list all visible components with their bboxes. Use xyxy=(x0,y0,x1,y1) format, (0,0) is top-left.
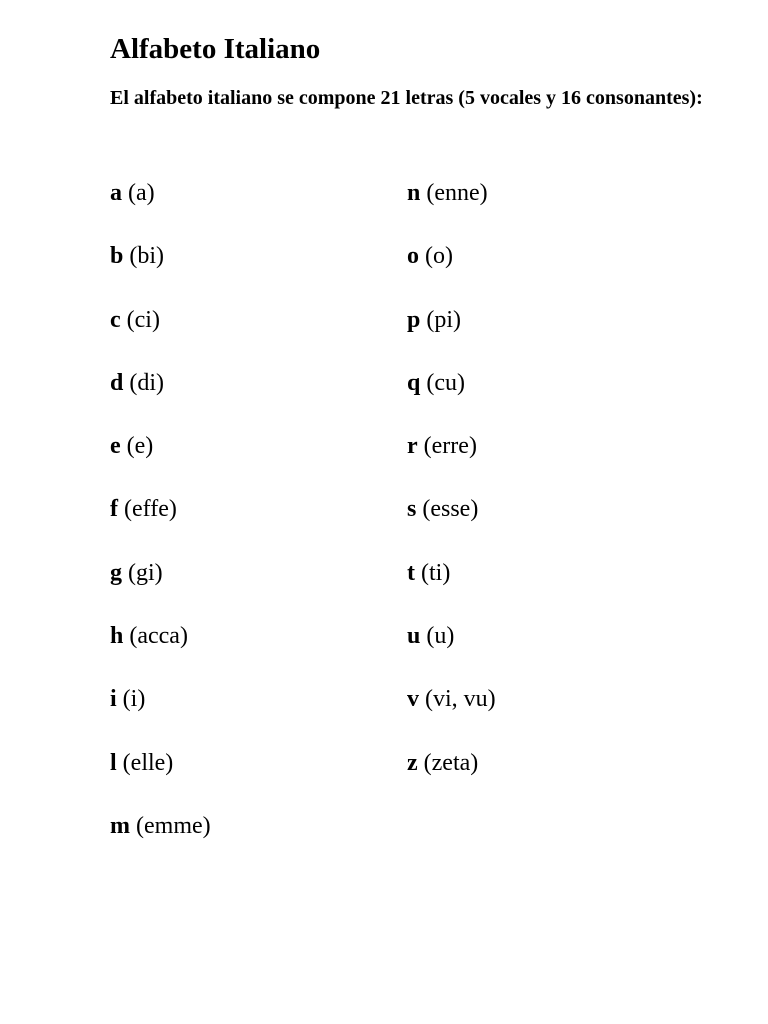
letter-entry xyxy=(407,428,496,491)
letter-entry xyxy=(110,365,211,428)
letter-name: (effe) xyxy=(124,496,177,523)
letter: r xyxy=(407,433,418,460)
letter-name: (gi) xyxy=(128,559,163,586)
letter-entry xyxy=(110,808,211,871)
intro-paragraph: El alfabeto italiano se compone 21 letras (5 vocales y 16 consonantes): xyxy=(110,87,703,109)
letter: u xyxy=(407,623,421,650)
letter-name: (vi, vu) xyxy=(425,686,496,713)
letter-entry xyxy=(407,175,496,238)
letter-name: (zeta) xyxy=(423,749,479,776)
page-title: Alfabeto Italiano xyxy=(110,33,321,65)
letter: q xyxy=(407,369,421,396)
letters-column-left xyxy=(110,175,211,871)
letter-entry xyxy=(110,681,211,744)
letter-entry xyxy=(407,491,496,554)
letter: p xyxy=(407,306,421,333)
letter-name: (emme) xyxy=(136,812,211,839)
letter-entry xyxy=(110,491,211,554)
letter: b xyxy=(110,243,124,270)
letter-name: (ti) xyxy=(421,559,451,586)
letter-entry xyxy=(407,302,496,365)
letter-entry xyxy=(110,745,211,808)
letter-name: (elle) xyxy=(122,749,174,776)
letter-name: (e) xyxy=(126,433,154,460)
letter-entry xyxy=(110,238,211,301)
letter-name: (pi) xyxy=(426,306,462,333)
letter: z xyxy=(407,749,418,776)
letter: g xyxy=(110,559,122,586)
letter-entry xyxy=(110,618,211,681)
letter-entry xyxy=(407,745,496,808)
letter-entry xyxy=(407,618,496,681)
letter-name: (di) xyxy=(129,369,165,396)
letter-entry xyxy=(110,175,211,238)
letter: i xyxy=(110,686,117,713)
letter-name: (o) xyxy=(425,243,453,270)
letter: o xyxy=(407,243,419,270)
letter-name: (a) xyxy=(128,180,155,206)
letter: f xyxy=(110,496,118,523)
letter: c xyxy=(110,306,121,333)
letter: n xyxy=(407,180,421,206)
letter-entry xyxy=(407,365,496,428)
letter-entry xyxy=(110,555,211,618)
letter: a xyxy=(110,180,122,206)
letter-name: (u) xyxy=(426,623,455,650)
letter-name: (erre) xyxy=(423,433,477,460)
letter-name: (esse) xyxy=(422,496,479,523)
letter-name: (ci) xyxy=(126,306,160,333)
letter: d xyxy=(110,369,124,396)
letter: m xyxy=(110,812,130,839)
letter: l xyxy=(110,749,117,776)
letter: v xyxy=(407,686,419,713)
letter-entry xyxy=(407,681,496,744)
letter-name: (enne) xyxy=(426,180,488,206)
letter-name: (bi) xyxy=(129,243,165,270)
letter-entry xyxy=(110,428,211,491)
letter-name: (acca) xyxy=(129,623,188,650)
letter: e xyxy=(110,433,121,460)
letter-name: (i) xyxy=(122,686,146,713)
letters-column-right xyxy=(407,175,496,808)
letter: h xyxy=(110,623,124,650)
letter-name: (cu) xyxy=(426,369,465,396)
letter-entry xyxy=(407,555,496,618)
letter: t xyxy=(407,559,415,586)
letter: s xyxy=(407,496,417,523)
letter-entry xyxy=(110,302,211,365)
letter-entry xyxy=(407,238,496,301)
